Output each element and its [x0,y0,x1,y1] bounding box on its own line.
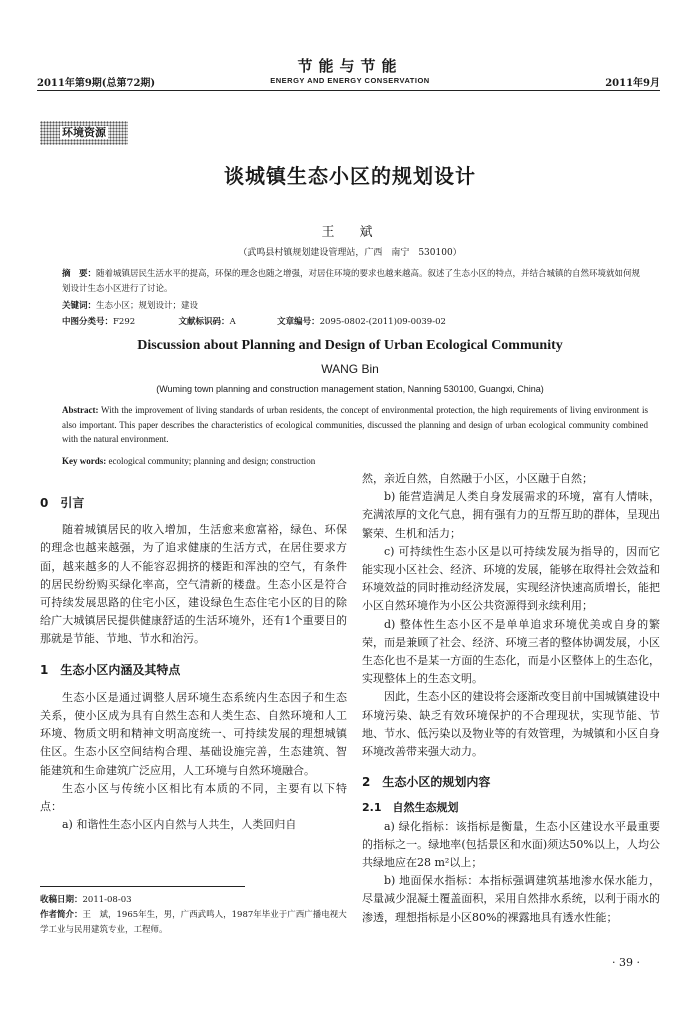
para-intro: 随着城镇居民的收入增加，生活愈来愈富裕，绿色、环保的理念也越来越强，为了追求健康的生活方式，在居住要求方面，越来越多的人不能容忍拥挤的楼距和浑浊的空气，有条件的居民纷纷购买绿化率高，空气清新的楼盘。生态小区是符合可持续发展思路的住宅小区，建设绿色生态住宅小区的目的除给广大城镇居民提供健康舒适的生活环境外，还有1个重要目的那就是节能、节地、节水和治污。 [40,523,347,646]
received-value: 2011-08-03 [82,895,132,905]
keywords-cn-text: 生态小区；规划设计；建设 [96,301,199,311]
header-divider [37,90,660,91]
heading-section-2-1: 2.1 自然生态规划 [362,801,459,815]
keywords-en-label: Key words: [62,456,107,466]
affiliation-cn: （武鸣县村镇规划建设管理站，广西 南宁 530100） [238,248,462,258]
para-2: 生态小区与传统小区相比有本质的不同，主要有以下特点： [40,781,347,814]
abstract-cn-text: 随着城镇居民生活水平的提高，环保的理念也随之增强，对居住环境的要求也越来越高。叙述了生态小区的特点，并结合城镇的自然环境就如何规划设计生态小区进行了讨论。 [62,269,641,294]
doc-code-label: 文献标识码： [178,317,230,327]
classification-row [62,315,446,327]
para-rd: d) 整体性生态小区不是单单追求环境优美或自身的繁荣，而是兼顾了社会、经济、环境三者的整体协调发展，小区生态化也不是某一方面的生态化，而是小区整体上的生态化，实现整体上的生态文明。 [362,617,660,686]
clc-value: F292 [113,317,136,327]
abstract-cn-label: 摘 要： [62,269,97,279]
author-cn: 王 斌 [321,225,379,240]
keywords-cn [62,299,198,311]
heading-section-2: 2 生态小区的规划内容 [362,775,491,790]
para-rb1: b) 地面保水指标：本指标强调建筑基地渗水保水能力，尽量减少混凝土覆盖面积，采用自然排水系统，以利于雨水的渗透，理想指标是小区80%的裸露地具有透水性能； [362,874,660,924]
header-issue: 2011年第9期(总第72期) [37,78,156,89]
clc-label: 中图分类号： [62,317,114,327]
page-number: · 39 · [612,956,640,969]
journal-title-en: ENERGY AND ENERGY CONSERVATION [270,76,430,85]
footnote-divider [40,886,245,887]
para-3: a) 和谐性生态小区内自然与人共生，人类回归自 [62,818,297,832]
left-column [40,494,347,834]
para-1: 生态小区是通过调整人居环境生态系统内生态因子和生态关系，使小区成为具有自然生态和人类生态、自然环境和人工环境、物质文明和精神文明高度统一、可持续发展的理想城镇住区。生态小区空间结构合理、基础设施完善，生态建筑、智能建筑和生命建筑广泛应用，人工环境与自然环境融合。 [40,690,347,777]
affiliation-en: (Wuming town planning and construction management station, Nanning 530100, Guangxi, China) [156,384,544,394]
abstract-en [62,403,648,447]
section-label [40,121,128,145]
abstract-en-text: With the improvement of living standards of urban residents, the concept of environmental protection, the high requirements of living environment is also important. This paper describes the characteristics of ecological communities, discussed the planning and design of urban ecological community combined with the natural environment. [62,405,648,444]
title-en: Discussion about Planning and Design of Urban Ecological Community [137,338,563,353]
para-rc: c) 可持续性生态小区是以可持续发展为指导的，因而它能实现小区社会、经济、环境的发展，能够在取得社会效益和环境效益的同时推动经济发展，实现经济快速高质增长，能把小区自然环境作为小区公共资源得到永续利用； [362,544,660,613]
heading-intro: 0 引言 [40,496,85,510]
article-no-value: 2095-0802-(2011)09-0039-02 [319,317,446,327]
author-bio-label: 作者简介： [40,910,83,920]
received-label: 收稿日期： [40,895,83,905]
keywords-en-text: ecological community; planning and design; construction [106,456,316,466]
doc-code-value: A [229,317,236,327]
para-r0: 然，亲近自然，自然融于小区，小区融于自然； [362,472,593,485]
title-cn: 谈城镇生态小区的规划设计 [224,164,476,188]
journal-masthead [0,55,700,85]
section-label-text: 环境资源 [62,126,106,139]
right-column [362,470,660,927]
keywords-en [62,456,315,466]
author-en: WANG Bin [321,362,379,376]
para-ra1: a) 绿化指标：该指标是衡量，生态小区建设水平最重要的指标之一。绿地率(包括景区和水面)须达50%以上，人均公共绿地应在28 m²以上； [362,819,660,870]
abstract-cn [62,267,648,297]
para-rb: b) 能营造满足人类自身发展需求的环境，富有人情味，充满浓厚的文化气息，拥有强有力的互帮互助的群体，呈现出繁荣、生机和活力； [362,490,660,540]
footnote [40,893,350,938]
received-date [40,893,350,908]
keywords-cn-label: 关键词： [62,301,97,311]
header-date: 2011年9月 [605,78,660,89]
article-no-label: 文章编号： [277,317,320,327]
heading-section-1: 1 生态小区内涵及其特点 [40,662,181,677]
abstract-en-label: Abstract: [62,405,99,415]
author-bio-text: 王 斌，1965年生，男，广西武鸣人，1987年毕业于广西广播电视大学工业与民用建筑专业，工程师。 [40,910,347,935]
para-re: 因此，生态小区的建设将会逐渐改变目前中国城镇建设中环境污染、缺乏有效环境保护的不合理现状，实现节能、节地、节水、低污染以及物业等的有效管理，为城镇和小区自身环境改善带来强大动力。 [362,690,660,759]
journal-title-cn: 节能与节能 [297,57,403,75]
author-bio [40,908,350,938]
